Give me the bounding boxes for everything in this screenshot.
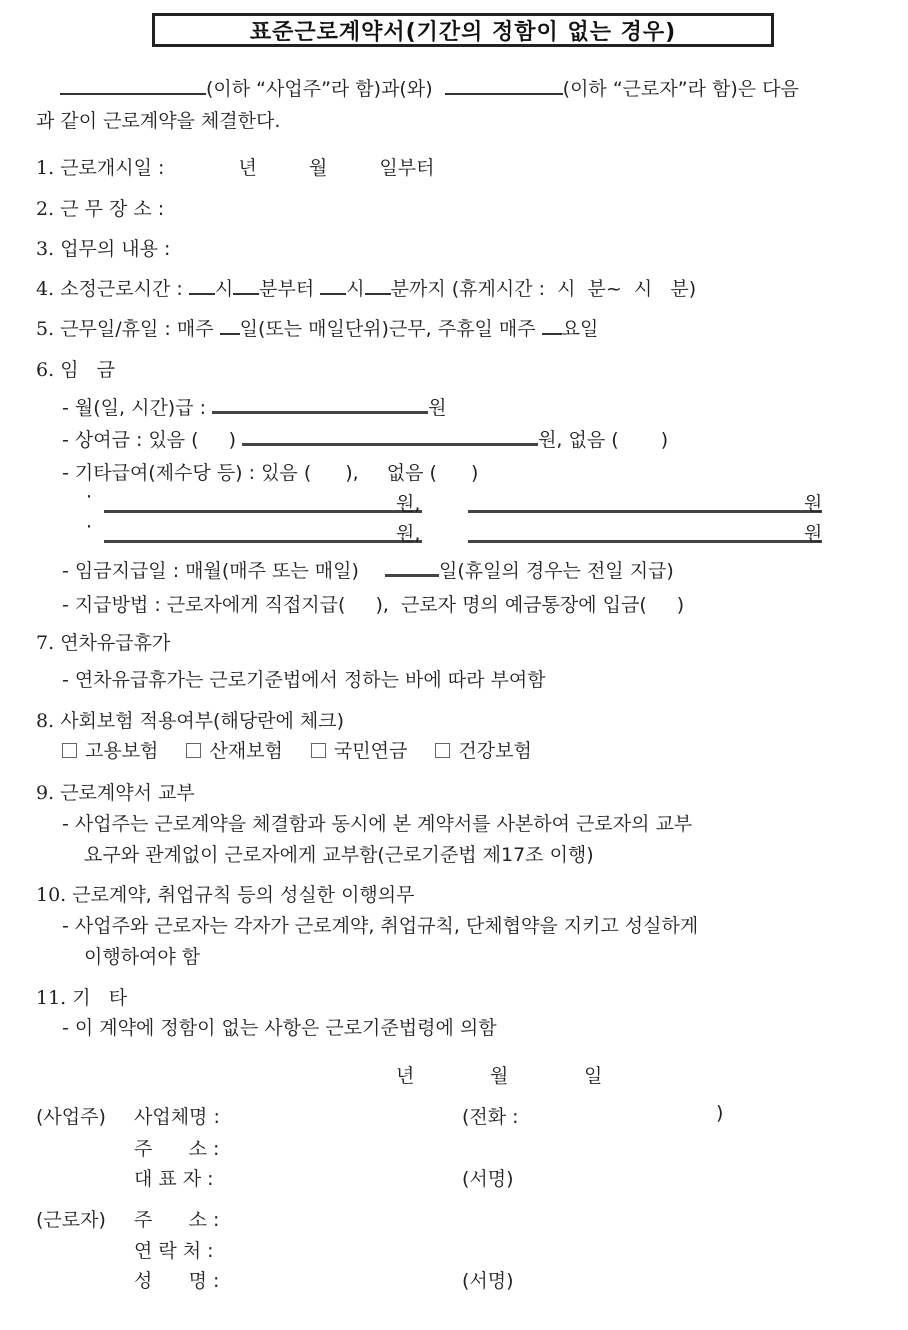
day-from-label: 일부터 — [379, 157, 435, 179]
paren-close: ) — [470, 462, 479, 484]
insurance-options — [62, 736, 554, 763]
payday-blank[interactable] — [385, 556, 439, 577]
employer-signature-label: (서명) — [462, 1168, 514, 1190]
weekday-label: 요일 — [561, 318, 599, 340]
other-pay-item-2-blank[interactable] — [468, 492, 822, 513]
hour-label: 시 — [214, 278, 234, 300]
bonus-amount-blank[interactable] — [242, 425, 538, 446]
won-label: 원, — [396, 523, 421, 545]
intro-line-2: 과 같이 근로계약을 체결한다. — [36, 110, 281, 132]
contract-delivery-desc-2: 요구와 관계없이 근로자에게 교부함(근로기준법 제17조 이행) — [84, 844, 594, 866]
signing-day-label: 일 — [584, 1065, 603, 1087]
option-industrial-accident-insurance[interactable] — [186, 736, 282, 763]
checkbox-icon[interactable] — [62, 743, 77, 758]
working-hours-label: 소정근로시간 : — [60, 278, 183, 300]
option-label: 국민연금 — [333, 740, 408, 762]
section-workdays — [36, 314, 598, 341]
section-other — [36, 983, 127, 1010]
workdays-count-blank[interactable] — [220, 315, 240, 335]
faithful-performance-label: 근로계약, 취업규칙 등의 성실한 이행의무 — [72, 884, 415, 906]
payment-method-row — [62, 590, 684, 617]
paren-close: ), — [345, 462, 359, 484]
section-number: 4. — [36, 278, 55, 300]
other-pay-item-1-blank[interactable] — [104, 492, 422, 513]
section-working-hours — [36, 274, 696, 301]
wages-label: 임 금 — [60, 359, 116, 381]
employer-tag: (사업주) — [36, 1106, 106, 1128]
start-hour-blank[interactable] — [189, 275, 215, 295]
start-minute-blank[interactable] — [233, 275, 259, 295]
option-label: 산재보험 — [209, 740, 283, 762]
faithful-performance-desc-1: - 사업주와 근로자는 각자가 근로계약, 취업규칙, 단체협약을 지키고 성실하게 — [62, 915, 699, 937]
contract-delivery-desc-1: - 사업주는 근로계약을 체결함과 동시에 본 계약서를 사본하여 근로자의 교부 — [62, 813, 693, 835]
employee-signature-label: (서명) — [462, 1270, 514, 1292]
section-workplace — [36, 194, 164, 221]
employee-contact-label: 연 락 처 : — [134, 1240, 214, 1262]
checkbox-icon[interactable] — [435, 743, 450, 758]
option-health-insurance[interactable] — [435, 736, 531, 763]
section-contract-delivery — [36, 778, 195, 805]
won-label: 원, — [396, 493, 421, 515]
monthly-wage-blank[interactable] — [212, 393, 428, 414]
section-number: 3. — [36, 238, 55, 260]
section-social-insurance — [36, 706, 344, 733]
employee-tag: (근로자) — [36, 1209, 106, 1231]
employee-address-label: 주 소 : — [134, 1209, 220, 1231]
checkbox-icon[interactable] — [311, 743, 326, 758]
other-pay-row — [62, 458, 478, 485]
option-label: 고용보험 — [85, 740, 159, 762]
minute-from-label: 분부터 — [259, 278, 315, 300]
title-text: 표준근로계약서(기간의 정함이 없는 경우) — [249, 19, 677, 45]
year-label: 년 — [238, 157, 257, 179]
contract-delivery-label: 근로계약서 교부 — [60, 782, 195, 804]
end-hour-blank[interactable] — [320, 275, 346, 295]
document-title — [152, 13, 774, 47]
end-minute-blank[interactable] — [365, 275, 391, 295]
faithful-performance-desc-2: 이행하여야 함 — [84, 946, 201, 968]
direct-payment-label: - 지급방법 : 근로자에게 직접지급( — [62, 594, 346, 616]
section-job-description — [36, 234, 170, 261]
won-label: 원 — [804, 493, 823, 515]
bank-deposit-label: ), 근로자 명의 예금통장에 입금( — [375, 594, 647, 616]
intro-line-1 — [60, 74, 799, 101]
section-faithful-performance — [36, 880, 414, 907]
option-employment-insurance[interactable] — [62, 736, 158, 763]
other-pay-none-label: 없음 ( — [386, 462, 437, 484]
payday-text: 일(휴일의 경우는 전일 지급) — [438, 560, 674, 582]
checkbox-icon[interactable] — [186, 743, 201, 758]
representative-label: 대 표 자 : — [134, 1168, 214, 1190]
employer-address-label: 주 소 : — [134, 1138, 220, 1160]
workdays-label: 근무일/휴일 : 매주 — [60, 318, 214, 340]
workdays-text: 일(또는 매일단위)근무, 주휴일 매주 — [239, 318, 536, 340]
bonus-row — [62, 425, 668, 452]
hour-label: 시 — [346, 278, 365, 300]
section-number: 7. — [36, 632, 55, 654]
payday-row — [62, 556, 674, 583]
annual-leave-label: 연차유급휴가 — [60, 632, 171, 654]
other-pay-item-4-blank[interactable] — [468, 522, 822, 543]
social-insurance-label: 사회보험 적용여부(해당란에 체크) — [60, 710, 345, 732]
won-label: 원 — [804, 523, 823, 545]
employee-name-label: 성 명 : — [134, 1270, 220, 1292]
signing-month-label: 월 — [490, 1065, 509, 1087]
start-date-label: 근로개시일 : — [60, 157, 165, 179]
bullet: · — [86, 516, 93, 538]
annual-leave-desc: - 연차유급휴가는 근로기준법에서 정하는 바에 따라 부여함 — [62, 669, 546, 691]
intro-employer-text: (이하 “사업주”라 함)과(와) — [206, 78, 433, 100]
won-label: 원, — [538, 429, 563, 451]
section-annual-leave — [36, 628, 170, 655]
paren-close: ) — [676, 594, 685, 616]
bullet: · — [86, 486, 93, 508]
option-label: 건강보험 — [458, 740, 532, 762]
minute-until-label: 분까지 — [390, 278, 446, 300]
other-label: 기 타 — [72, 987, 128, 1009]
section-number: 11. — [36, 987, 67, 1009]
section-number: 6. — [36, 359, 55, 381]
bonus-yes-label: - 상여금 : 있음 ( — [62, 429, 199, 451]
other-pay-item-3-blank[interactable] — [104, 522, 422, 543]
employer-name-blank[interactable] — [60, 75, 206, 95]
month-label: 월 — [308, 157, 328, 179]
monthly-wage-label: - 월(일, 시간)급 : — [62, 397, 207, 419]
section-number: 5. — [36, 318, 55, 340]
won-label: 원 — [428, 397, 447, 419]
section-number: 8. — [36, 710, 55, 732]
weekly-holiday-blank[interactable] — [542, 315, 562, 335]
section-number: 1. — [36, 157, 55, 179]
break-time-text: (휴게시간 : 시 분~ 시 분) — [451, 278, 697, 300]
job-description-label: 업무의 내용 : — [60, 238, 171, 260]
other-desc: - 이 계약에 정함이 없는 사항은 근로기준법령에 의함 — [62, 1017, 497, 1039]
monthly-wage-row — [62, 393, 446, 420]
bonus-none-label: 없음 ( — [568, 429, 619, 451]
other-pay-yes-label: - 기타급여(제수당 등) : 있음 ( — [62, 462, 312, 484]
section-number: 9. — [36, 782, 55, 804]
paren-close: ) — [660, 429, 669, 451]
section-start-date — [36, 153, 434, 180]
paren-close: ) — [228, 429, 237, 451]
workplace-label: 근 무 장 소 : — [60, 198, 165, 220]
intro-employee-text: (이하 “근로자”라 함)은 다음 — [562, 78, 799, 100]
option-national-pension[interactable] — [311, 736, 407, 763]
section-number: 2. — [36, 198, 55, 220]
paren-close: ) — [716, 1102, 724, 1124]
payday-label: - 임금지급일 : 매월(매주 또는 매일) — [62, 560, 359, 582]
section-number: 10. — [36, 884, 67, 906]
employer-phone-label: (전화 : — [462, 1106, 519, 1128]
company-name-label: 사업체명 : — [134, 1106, 220, 1128]
section-wages — [36, 355, 115, 382]
signing-year-label: 년 — [396, 1065, 415, 1087]
employee-name-blank[interactable] — [445, 75, 563, 95]
